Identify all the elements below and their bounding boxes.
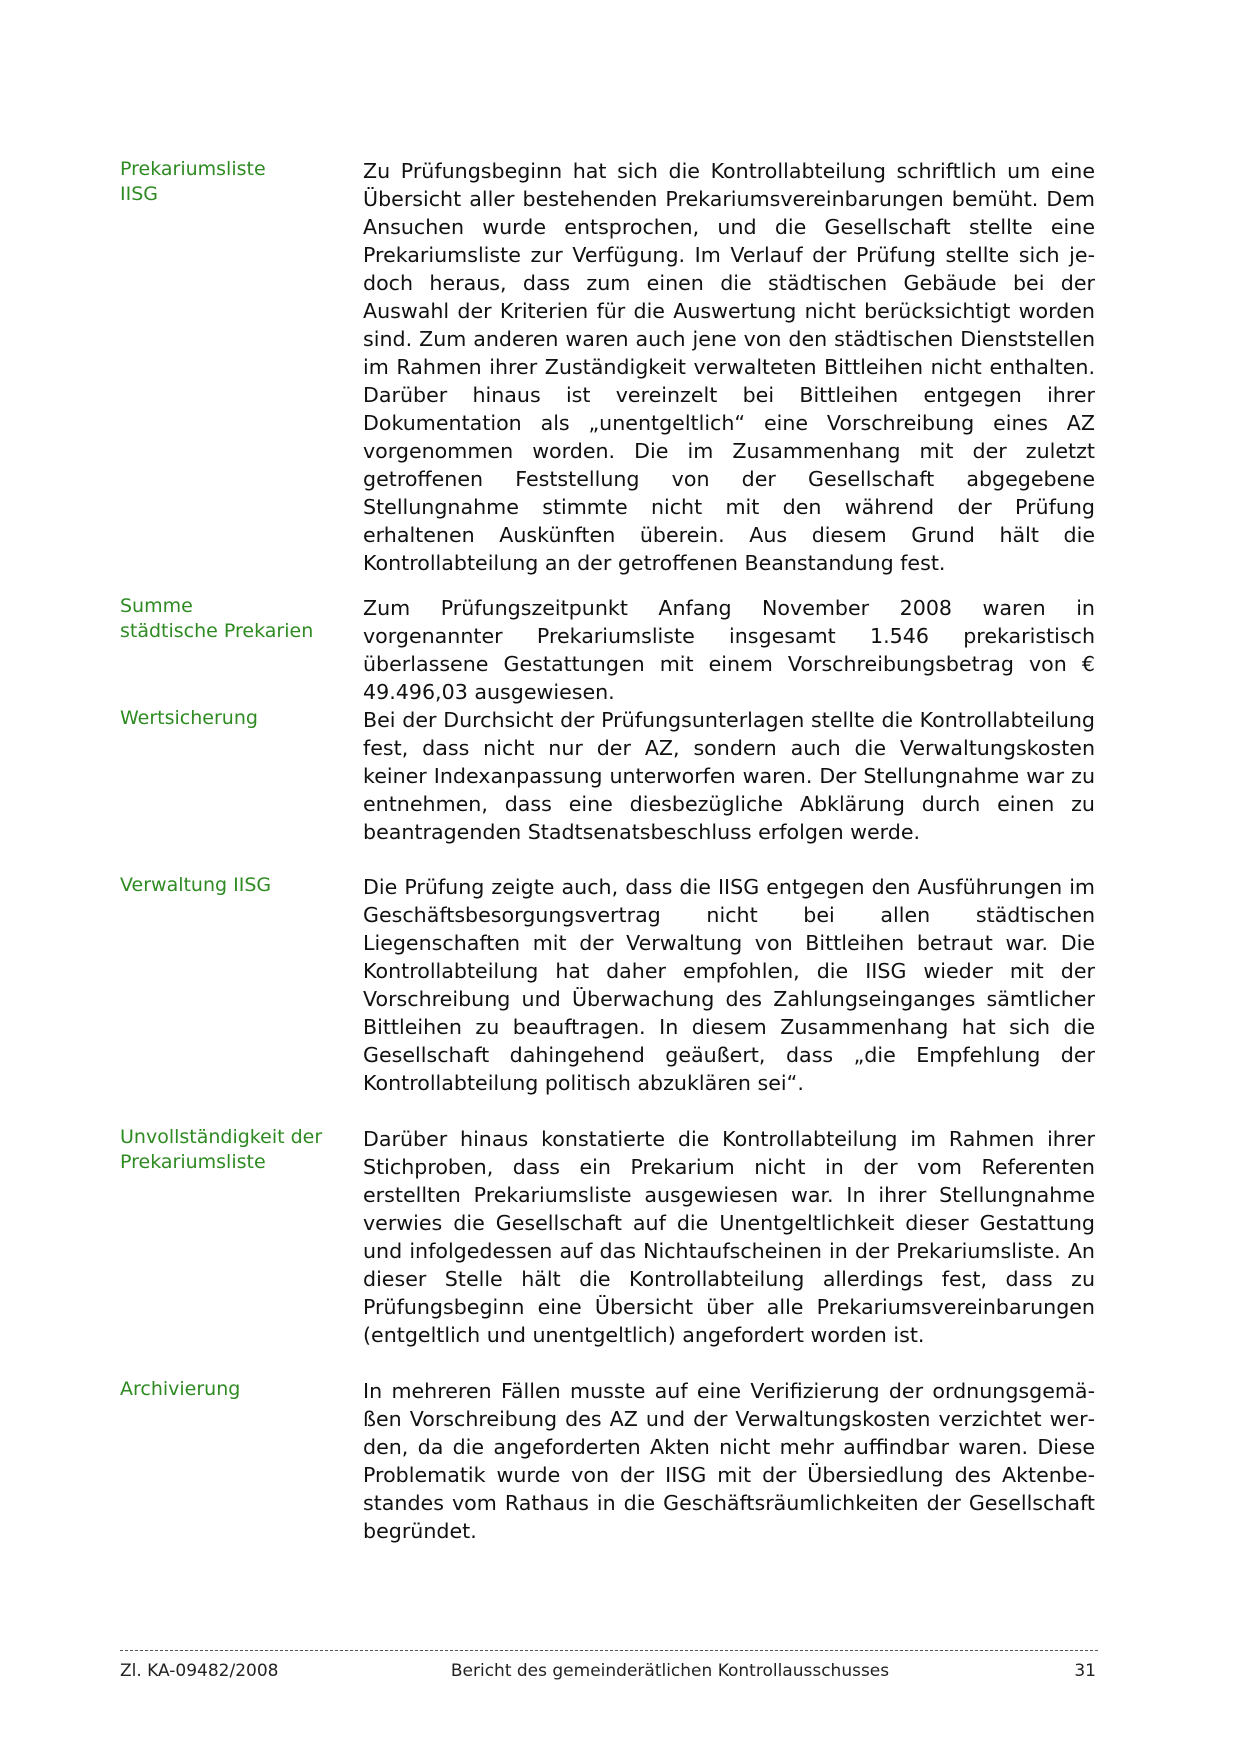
paragraph: Bei der Durchsicht der Prüfungsunterlagen stellte die Kontrollabteilung fest, dass nicht nur der AZ, sondern auch die Verwaltungskosten keiner Indexanpassung unterworfen waren. Der Stellungnahme war zu entnehmen, dass eine diesbezügliche Abklärung durch einen zu beantragenden Stadtsenatsbeschluss erfolgen werde. (363, 708, 1095, 844)
margin-note (120, 1377, 340, 1402)
margin-note (120, 873, 340, 898)
margin-note (120, 706, 340, 731)
paragraph: Darüber hinaus konstatierte die Kontrollabteilung im Rahmen ihrer Stichproben, dass ein Prekarium nicht in der vom Referenten erstellten Prekariumsliste ausgewiesen war. In ihrer Stellungnahme verwies die Gesellschaft auf die Unentgeltlichkeit dieser Gestattung und infolgedessen auf das Nichtaufscheinen in der Prekariumsliste. An dieser Stelle hält die Kontrollabteilung allerdings fest, dass zu Prüfungsbeginn eine Übersicht über alle Prekariumsvereinbarungen (entgeltlich und unentgeltlich) angefordert worden ist. (363, 1127, 1095, 1347)
margin-note-line: IISG (120, 183, 158, 205)
margin-note (120, 1125, 340, 1175)
paragraph: In mehreren Fällen musste auf eine Verifizierung der ordnungsgemäßen Vorschreibung des AZ und der Verwaltungskosten verzichtet werden, da die angeforderten Akten nicht mehr auffindbar waren. Diese Problematik wurde von der IISG mit der Übersiedlung des Aktenbestandes vom Rathaus in die Geschäftsräumlichkeiten der Gesellschaft begründet. (363, 1379, 1095, 1543)
footer-title: Bericht des gemeinderätlichen Kontrollausschusses (450, 1661, 890, 1681)
margin-note-line: Archivierung (120, 1378, 241, 1400)
margin-note-line: Verwaltung IISG (120, 874, 272, 896)
footer-divider (120, 1650, 1098, 1651)
margin-note-line: städtische Prekarien (120, 620, 314, 642)
margin-note-line: Unvollständigkeit der (120, 1126, 323, 1148)
paragraph: Zu Prüfungsbeginn hat sich die Kontrollabteilung schriftlich um eine Übersicht aller bestehenden Prekariumsvereinbarungen bemüht. Dem Ansuchen wurde entsprochen, und die Gesellschaft stellte eine Prekariumsliste zur Verfügung. Im Verlauf der Prüfung stellte sich jedoch heraus, dass zum einen die städtischen Gebäude bei der Auswahl der Kriterien für die Auswertung nicht berücksichtigt worden sind. Zum anderen waren auch jene von den städtischen Dienststellen im Rahmen ihrer Zuständigkeit verwalteten Bittleihen nicht enthalten. Darüber hinaus ist vereinzelt bei Bittleihen entgegen ihrer Dokumentation als „unentgeltlich“ eine Vorschreibung eines AZ vorgenommen worden. Die im Zusammenhang mit der zuletzt getroffenen Feststellung von der Gesellschaft abgegebene Stellungnahme stimmte nicht mit den während der Prüfung erhaltenen Auskünften überein. Aus diesem Grund hält die Kontrollabteilung an der getroffenen Beanstandung fest. (363, 159, 1095, 575)
paragraph: Die Prüfung zeigte auch, dass die IISG entgegen den Ausführungen im Geschäftsbesorgungsvertrag nicht bei allen städtischen Liegenschaften mit der Verwaltung von Bittleihen betraut war. Die Kontrollabteilung hat daher empfohlen, die IISG wieder mit der Vorschreibung und Überwachung des Zahlungseinganges sämtlicher Bittleihen zu beauftragen. In diesem Zusammenhang hat sich die Gesellschaft dahingehend geäußert, dass „die Empfehlung der Kontrollabteilung politisch abzuklären sei“. (363, 875, 1095, 1095)
footer-reference: Zl. KA-09482/2008 (120, 1661, 279, 1681)
paragraph: Zum Prüfungszeitpunkt Anfang November 2008 waren in vorgenannter Prekariumsliste insgesamt 1.546 prekaristisch überlassene Gestattungen mit einem Vorschreibungsbetrag von € 49.496,03 ausgewiesen. (363, 596, 1095, 704)
margin-note (120, 157, 340, 207)
margin-note-line: Summe (120, 595, 193, 617)
margin-note-line: Wertsicherung (120, 707, 258, 729)
margin-note-line: Prekariumsliste (120, 158, 266, 180)
margin-note-line: Prekariumsliste (120, 1151, 266, 1173)
page-number: 31 (1074, 1661, 1096, 1681)
margin-note (120, 594, 340, 644)
